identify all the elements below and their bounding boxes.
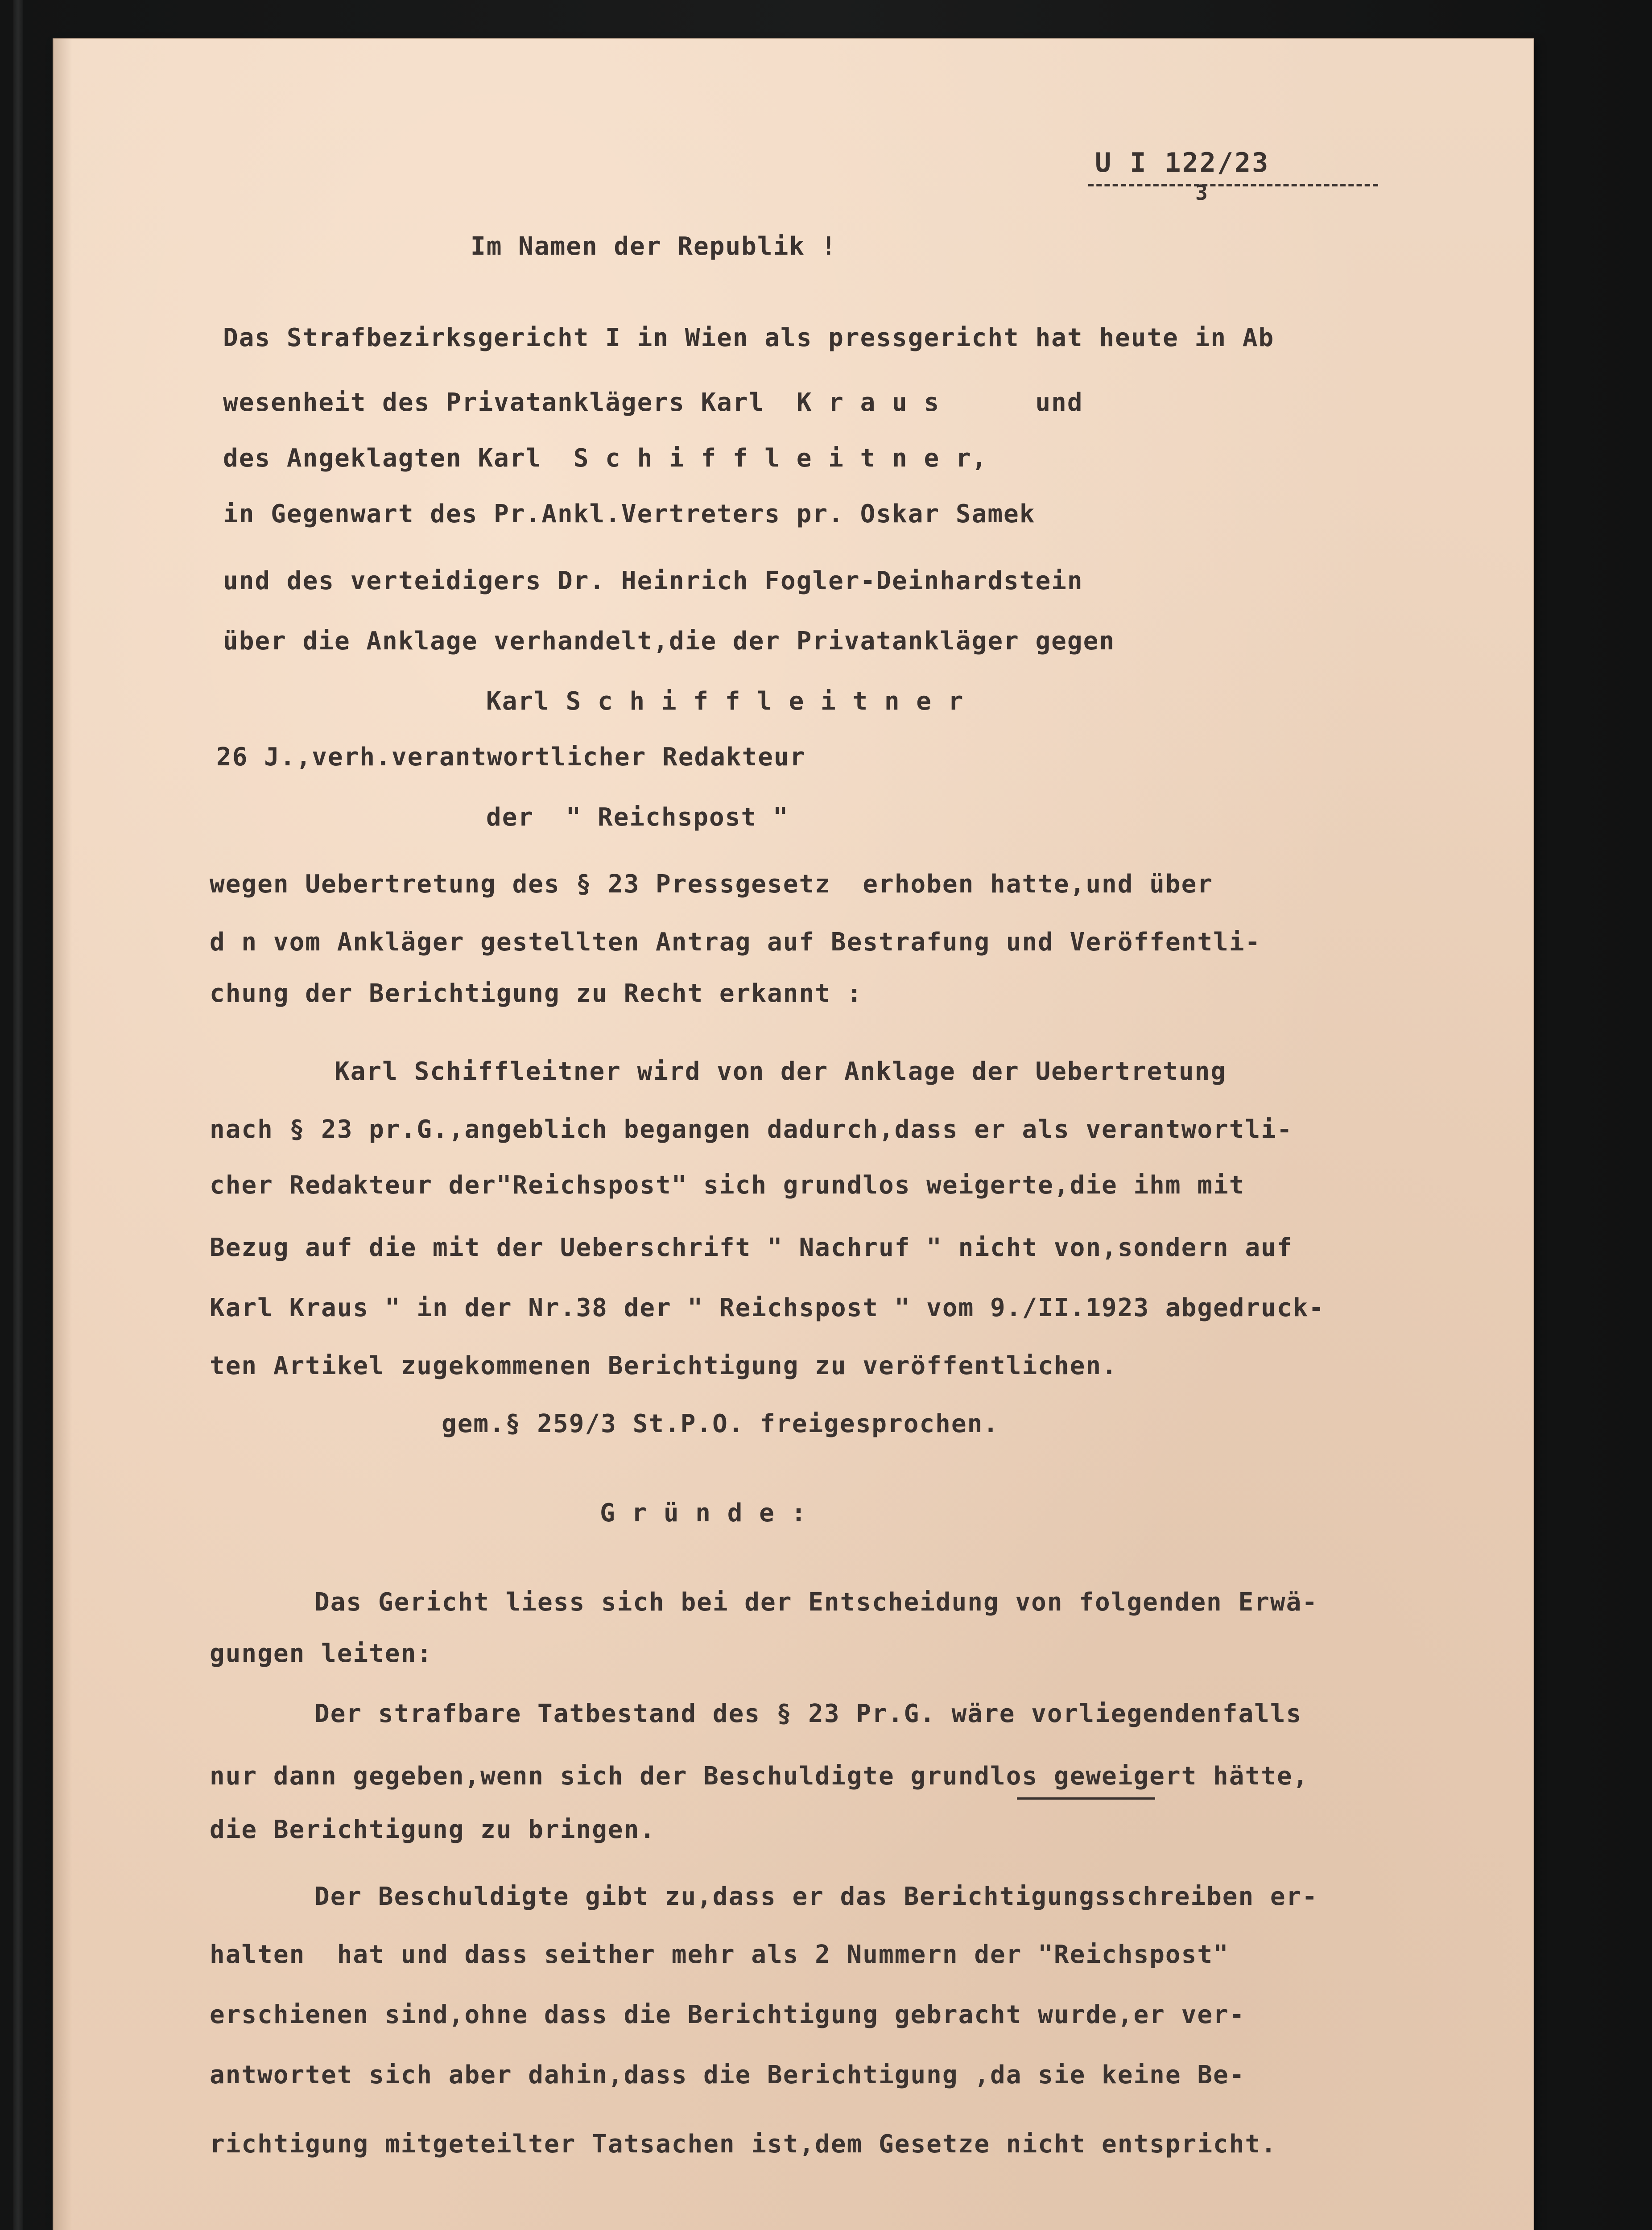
verdict-line: Bezug auf die mit der Ueberschrift " Nachruf " nicht von,sondern auf: [210, 1233, 1293, 1262]
reference-subscript: 3: [1195, 181, 1208, 205]
text-line: in Gegenwart des Pr.Ankl.Vertreters pr. Oskar Samek: [223, 500, 1036, 529]
board-edge: [13, 0, 23, 2230]
reference-underline: [1088, 184, 1378, 186]
text-line: 26 J.,verh.verantwortlicher Redakteur: [216, 743, 806, 772]
verdict-line: Karl Schiffleitner wird von der Anklage der Uebertretung: [335, 1057, 1227, 1086]
page-shadow: [53, 38, 72, 2230]
section-heading: G r ü n d e :: [600, 1499, 807, 1528]
verdict-line: gem.§ 259/3 St.P.O. freigesprochen.: [442, 1409, 999, 1438]
text-line: wegen Uebertretung des § 23 Pressgesetz erhoben hatte,und über: [210, 870, 1214, 899]
text-line: und des verteidigers Dr. Heinrich Fogler-Deinhardstein: [223, 566, 1083, 595]
reasoning-line: antwortet sich aber dahin,dass die Berichtigung ,da sie keine Be-: [210, 2061, 1245, 2090]
reasoning-line: erschienen sind,ohne dass die Berichtigung gebracht wurde,er ver-: [210, 2000, 1245, 2029]
text-line: Karl S c h i f f l e i t n e r: [486, 687, 964, 716]
verdict-line: ten Artikel zugekommenen Berichtigung zu veröffentlichen.: [210, 1351, 1118, 1380]
text-line: über die Anklage verhandelt,die der Privatankläger gegen: [223, 627, 1115, 656]
text-line: des Angeklagten Karl S c h i f f l e i t n e r,: [223, 444, 988, 473]
verdict-line: nach § 23 pr.G.,angeblich begangen dadurch,dass er als verantwortli-: [210, 1115, 1293, 1144]
document-title: Im Namen der Republik !: [471, 232, 837, 261]
text-line: der " Reichspost ": [486, 803, 789, 832]
verdict-line: Karl Kraus " in der Nr.38 der " Reichspost " vom 9./II.1923 abgedruck-: [210, 1293, 1325, 1322]
reasoning-line: richtigung mitgeteilter Tatsachen ist,dem Gesetze nicht entspricht.: [210, 2130, 1277, 2159]
reasoning-line: Das Gericht liess sich bei der Entscheidung von folgenden Erwä-: [314, 1588, 1318, 1617]
reasoning-line: Der Beschuldigte gibt zu,dass er das Berichtigungsschreiben er-: [314, 1882, 1318, 1911]
text-line: wesenheit des Privatanklägers Karl K r a u s und: [223, 388, 1083, 417]
reasoning-line: gungen leiten:: [210, 1639, 433, 1668]
reasoning-line: halten hat und dass seither mehr als 2 Nummern der "Reichspost": [210, 1940, 1229, 1969]
reference-number: U I 122/23: [1095, 147, 1270, 178]
reasoning-line: nur dann gegeben,wenn sich der Beschuldigte grundlos geweigert hätte,: [210, 1762, 1309, 1791]
reasoning-line: die Berichtigung zu bringen.: [210, 1815, 656, 1844]
verdict-line: cher Redakteur der"Reichspost" sich grundlos weigerte,die ihm mit: [210, 1171, 1245, 1200]
text-line: Das Strafbezirksgericht I in Wien als pressgericht hat heute in Ab: [223, 323, 1275, 352]
text-line: d n vom Ankläger gestellten Antrag auf Bestrafung und Veröffentli-: [210, 928, 1261, 957]
reasoning-line: Der strafbare Tatbestand des § 23 Pr.G. wäre vorliegendenfalls: [314, 1699, 1302, 1728]
text-line: chung der Berichtigung zu Recht erkannt :: [210, 979, 863, 1008]
emphasis-underline: [1017, 1797, 1155, 1800]
